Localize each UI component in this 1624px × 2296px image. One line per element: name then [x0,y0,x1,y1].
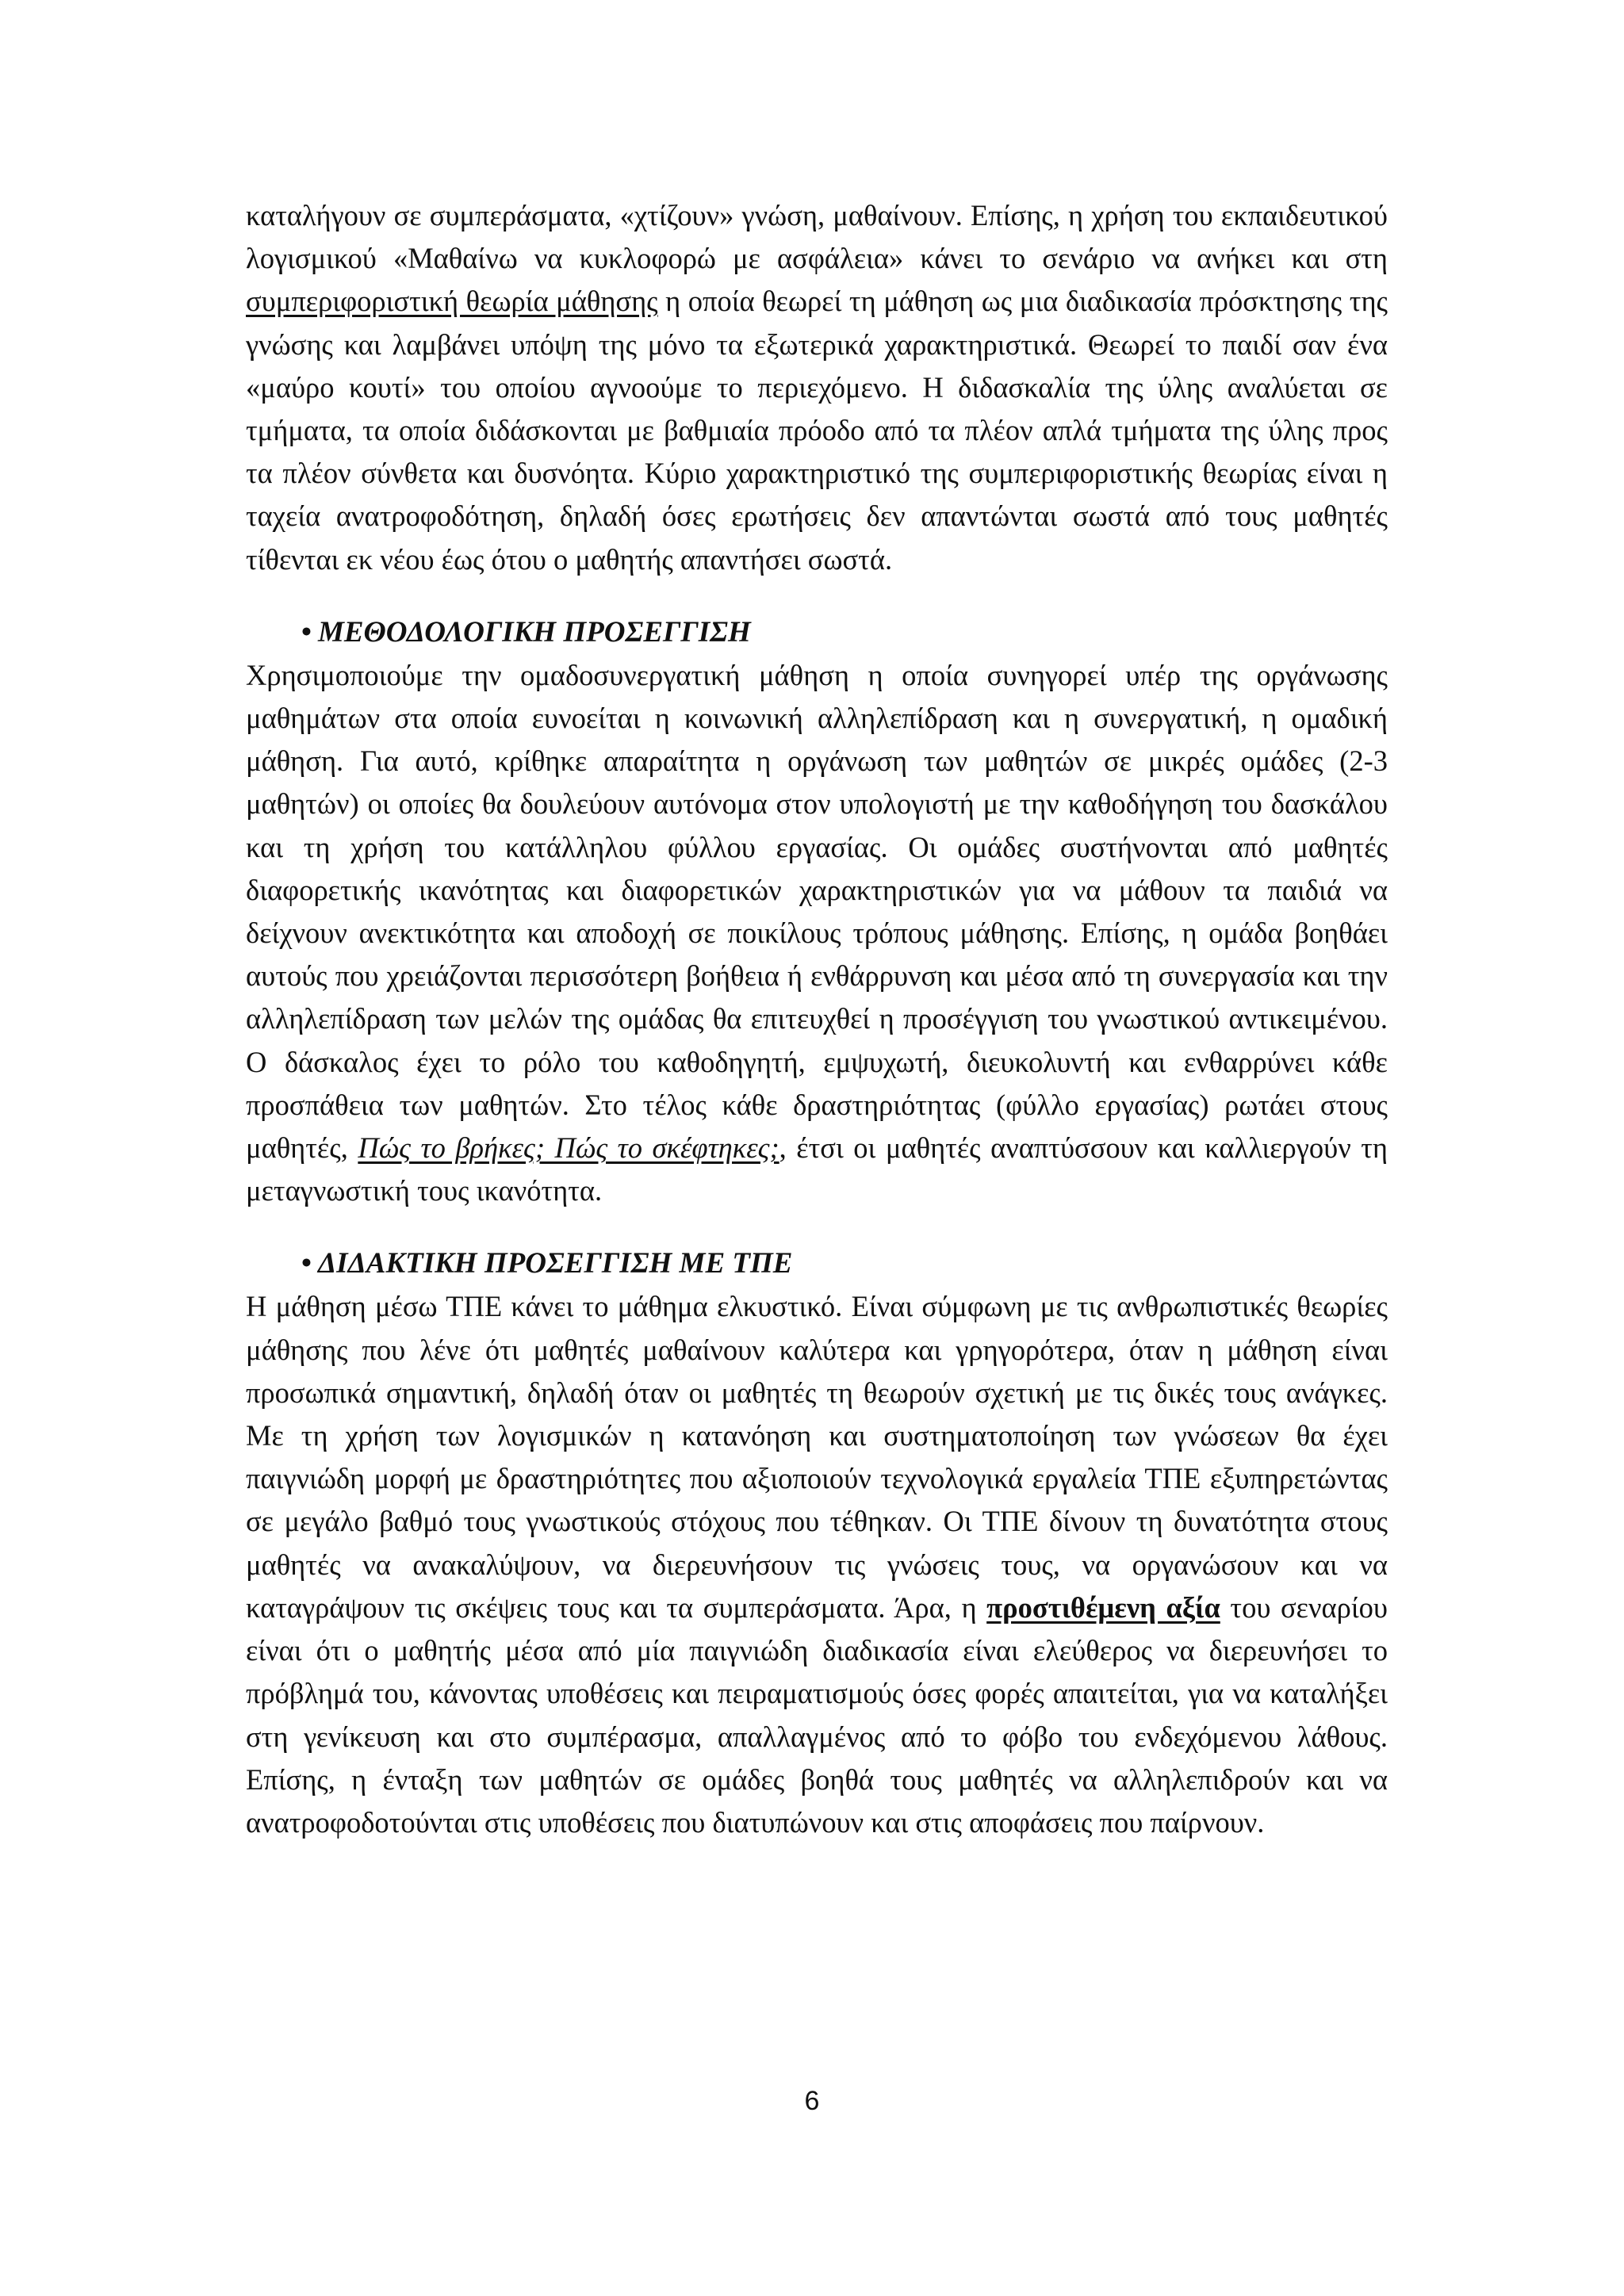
methodology-heading [246,611,1388,654]
ict-text-2: του σεναρίου είναι ότι ο μαθητής μέσα από μία παιγνιώδη διαδικασία είναι ελεύθερος να διερευνήσει το πρόβλημά του, κάνοντας υποθέσεις και πειραματισμούς όσες φορές απαιτείται, για να καταλήξει στη γενίκευση και στο συμπέρασμα, απαλλαγμένος από το φόβο του ενδεχόμενου λάθους. Επίσης, η ένταξη των μαθητών σε ομάδες βοηθά τους μαθητές να αλληλεπιδρούν και να ανατροφοδοτούνται στις υποθέσεις που διατυπώνουν και στις αποφάσεις που παίρνουν. [246,1590,1388,1839]
bullet-icon: • [301,1247,312,1280]
document-page [246,194,1388,1844]
methodology-paragraph [246,654,1388,1213]
metacognitive-question: Πώς το βρήκες; Πώς το σκέφτηκες; [358,1131,779,1165]
intro-text-1: καταλήγουν σε συμπεράσματα, «χτίζουν» γνώση, μαθαίνουν. Επίσης, η χρήση του εκπαιδευτικού λογισμικού «Μαθαίνω να κυκλοφορώ με ασφάλεια» κάνει το σενάριο να ανήκει και στη [246,199,1388,275]
methodology-text-1: Χρησιμοποιούμε την ομαδοσυνεργατική μάθηση η οποία συνηγορεί υπέρ της οργάνωσης μαθημάτων στα οποία ευνοείται η κοινωνική αλληλεπίδραση και η συνεργατική, η ομαδική μάθηση. Για αυτό, κρίθηκε απαραίτητα η οργάνωση των μαθητών σε μικρές ομάδες (2-3 μαθητών) οι οποίες θα δουλεύουν αυτόνομα στον υπολογιστή με την καθοδήγηση του δασκάλου και τη χρήση του κατάλληλου φύλλου εργασίας. Οι ομάδες συστήνονται από μαθητές διαφορετικής ικανότητας και διαφορετικών χαρακτηριστικών για να μάθουν τα παιδιά να δείχνουν ανεκτικότητα και αποδοχή σε ποικίλους τρόπους μάθησης. Επίσης, η ομάδα βοηθάει αυτούς που χρειάζονται περισσότερη βοήθεια ή ενθάρρυνση και μέσα από τη συνεργασία και την αλληλεπίδραση των μελών της ομάδας θα επιτευχθεί η προσέγγιση του γνωστικού αντικειμένου. Ο δάσκαλος έχει το ρόλο του καθοδηγητή, εμψυχωτή, διευκολυντή και ενθαρρύνει κάθε προσπάθεια των μαθητών. Στο τέλος κάθε δραστηριότητας (φύλλο εργασίας) ρωτάει στους μαθητές, [246,658,1388,1165]
intro-paragraph [246,194,1388,581]
ict-approach-paragraph [246,1285,1388,1844]
methodology-text-2: , έτσι οι μαθητές αναπτύσσουν και καλλιεργούν τη μεταγνωστική τους ικανότητα. [246,1131,1388,1207]
ict-approach-heading-text: ΔΙΔΑΚΤΙΚΗ ΠΡΟΣΕΓΓΙΣΗ ΜΕ ΤΠΕ [317,1247,793,1280]
behaviorist-theory-underlined: συμπεριφοριστική θεωρία μάθησης [246,285,658,318]
bullet-icon: • [301,615,312,649]
intro-text-2: η οποία θεωρεί τη μάθηση ως μια διαδικασία πρόσκτησης της γνώσης και λαμβάνει υπόψη της μόνο τα εξωτερικά χαρακτηριστικά. Θεωρεί το παιδί σαν ένα «μαύρο κουτί» του οποίου αγνοούμε το περιεχόμενο. Η διδασκαλία της ύλης αναλύεται σε τμήματα, τα οποία διδάσκονται με βαθμιαία πρόοδο από τα πλέον απλά τμήματα της ύλης προς τα πλέον σύνθετα και δυσνόητα. Κύριο χαρακτηριστικό της συμπεριφοριστικής θεωρίας είναι η ταχεία ανατροφοδότηση, δηλαδή όσες ερωτήσεις δεν απαντώνται σωστά από τους μαθητές τίθενται εκ νέου έως ότου ο μαθητής απαντήσει σωστά. [246,285,1388,576]
added-value-emphasis: προστιθέμενη αξία [986,1590,1220,1624]
ict-approach-heading [246,1242,1388,1285]
ict-text-1: Η μάθηση μέσω ΤΠΕ κάνει το μάθημα ελκυστικό. Είναι σύμφωνη με τις ανθρωπιστικές θεωρίες μάθησης που λένε ότι μαθητές μαθαίνουν καλύτερα και γρηγορότερα, όταν η μάθηση είναι προσωπικά σημαντική, δηλαδή όταν οι μαθητές τη θεωρούν σχετική με τις δικές τους ανάγκες. Με τη χρήση των λογισμικών η κατανόηση και συστηματοποίηση των γνώσεων θα έχει παιγνιώδη μορφή με δραστηριότητες που αξιοποιούν τεχνολογικά εργαλεία ΤΠΕ εξυπηρετώντας σε μεγάλο βαθμό τους γνωστικούς στόχους που τέθηκαν. Οι ΤΠΕ δίνουν τη δυνατότητα στους μαθητές να ανακαλύψουν, να διερευνήσουν τις γνώσεις τους, να οργανώσουν και να καταγράψουν τις σκέψεις τους και τα συμπεράσματα. Άρα, η [246,1290,1388,1624]
methodology-heading-text: ΜΕΘΟΔΟΛΟΓΙΚΗ ΠΡΟΣΕΓΓΙΣΗ [317,615,751,649]
page-number: 6 [804,2086,820,2116]
